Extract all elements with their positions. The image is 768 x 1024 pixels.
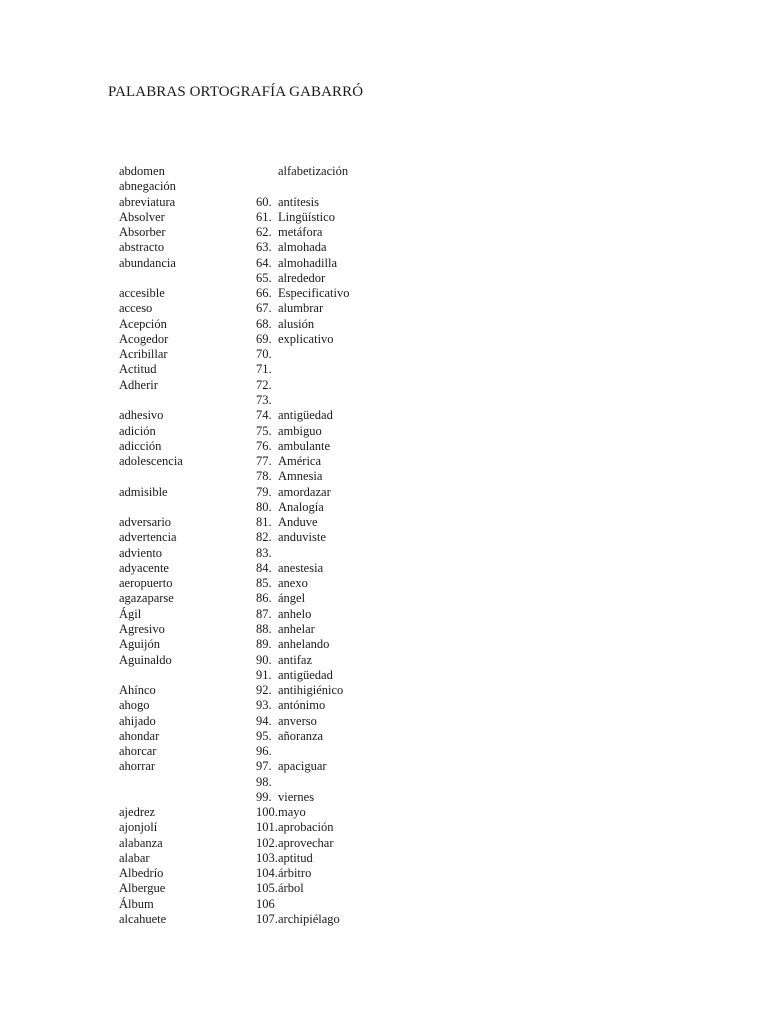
- list-row: [0, 515, 768, 530]
- page-title: PALABRAS ORTOGRAFÍA GABARRÓ: [108, 84, 364, 100]
- right-word: mayo: [278, 805, 306, 820]
- item-number: 99.: [256, 789, 272, 804]
- item-number: 91.: [256, 667, 272, 682]
- item-number: 68.: [256, 316, 272, 331]
- item-number: 78.: [256, 469, 272, 484]
- list-row: [0, 622, 768, 637]
- left-word: Aguinaldo: [119, 652, 172, 667]
- right-word: explicativo: [278, 331, 334, 346]
- right-word: almohadilla: [278, 255, 338, 270]
- left-word: adicción: [119, 438, 162, 453]
- left-word: abstracto: [119, 240, 165, 255]
- item-number: 74.: [256, 408, 272, 423]
- left-word: abnegación: [119, 179, 176, 194]
- left-word: Ahínco: [119, 683, 156, 698]
- list-row: [0, 714, 768, 729]
- item-number: 81.: [256, 515, 272, 530]
- right-word: Especificativo: [278, 286, 350, 301]
- item-number: 98.: [256, 774, 272, 789]
- left-word: agazaparse: [119, 591, 174, 606]
- item-number: 95.: [256, 728, 272, 743]
- item-number: 70.: [256, 347, 272, 362]
- right-word: antigüedad: [278, 408, 333, 423]
- item-number: 82.: [256, 530, 272, 545]
- left-word: ahondar: [119, 728, 160, 743]
- list-row: [0, 744, 768, 759]
- list-row: [0, 790, 768, 805]
- list-row: [0, 195, 768, 210]
- left-word: Albergue: [119, 881, 166, 896]
- item-number: 79.: [256, 484, 272, 499]
- item-number: 66.: [256, 286, 272, 301]
- item-number: 64.: [256, 255, 272, 270]
- list-row: [0, 454, 768, 469]
- right-word: árbol: [278, 881, 304, 896]
- list-row: [0, 561, 768, 576]
- right-word: ambiguo: [278, 423, 322, 438]
- list-row: [0, 347, 768, 362]
- list-row: [0, 881, 768, 896]
- right-word: alusión: [278, 316, 315, 331]
- item-number: 102.: [256, 835, 278, 850]
- list-row: [0, 530, 768, 545]
- list-row: [0, 179, 768, 194]
- left-word: adviento: [119, 545, 163, 560]
- list-row: [0, 210, 768, 225]
- word-list: [0, 164, 768, 927]
- list-row: [0, 866, 768, 881]
- item-number: 96.: [256, 744, 272, 759]
- left-word: advertencia: [119, 530, 177, 545]
- right-word: antónimo: [278, 698, 326, 713]
- list-row: [0, 424, 768, 439]
- right-word: anexo: [278, 576, 308, 591]
- right-word: archipiélago: [278, 912, 340, 927]
- left-word: Aguijón: [119, 637, 160, 652]
- left-word: adversario: [119, 515, 172, 530]
- item-number: 87.: [256, 606, 272, 621]
- left-word: adyacente: [119, 560, 169, 575]
- list-row: [0, 393, 768, 408]
- right-word: anverso: [278, 713, 317, 728]
- list-row: [0, 286, 768, 301]
- item-number: 104.: [256, 866, 278, 881]
- list-row: [0, 775, 768, 790]
- right-word: apaciguar: [278, 759, 327, 774]
- list-row: [0, 851, 768, 866]
- left-word: ajonjolí: [119, 820, 158, 835]
- right-word: árbitro: [278, 866, 312, 881]
- item-number: 71.: [256, 362, 272, 377]
- list-row: [0, 683, 768, 698]
- item-number: 106: [256, 896, 275, 911]
- item-number: 76.: [256, 438, 272, 453]
- item-number: 97.: [256, 759, 272, 774]
- list-row: [0, 637, 768, 652]
- right-word: aprovechar: [278, 835, 334, 850]
- item-number: 101.: [256, 820, 278, 835]
- right-word: alumbrar: [278, 301, 324, 316]
- left-word: Ágil: [119, 606, 142, 621]
- left-word: alcahuete: [119, 912, 167, 927]
- left-word: Adherir: [119, 377, 158, 392]
- left-word: Actitud: [119, 362, 157, 377]
- right-word: anhelar: [278, 621, 315, 636]
- item-number: 77.: [256, 454, 272, 469]
- item-number: 72.: [256, 377, 272, 392]
- right-word: alfabetización: [278, 164, 349, 178]
- item-number: 61.: [256, 209, 272, 224]
- left-word: Albedrío: [119, 866, 164, 881]
- item-number: 60.: [256, 194, 272, 209]
- right-word: Amnesia: [278, 469, 323, 484]
- left-word: alabar: [119, 850, 150, 865]
- left-word: ahogo: [119, 698, 150, 713]
- item-number: 93.: [256, 698, 272, 713]
- left-word: Absolver: [119, 209, 165, 224]
- list-row: [0, 408, 768, 423]
- left-word: adolescencia: [119, 454, 183, 469]
- right-word: antihigiénico: [278, 683, 344, 698]
- item-number: 86.: [256, 591, 272, 606]
- item-number: 88.: [256, 621, 272, 636]
- list-row: [0, 912, 768, 927]
- list-row: [0, 485, 768, 500]
- right-word: América: [278, 454, 322, 469]
- item-number: 85.: [256, 576, 272, 591]
- list-row: [0, 820, 768, 835]
- item-number: 105.: [256, 881, 278, 896]
- left-word: adición: [119, 423, 156, 438]
- left-word: ahorrar: [119, 759, 156, 774]
- list-row: [0, 576, 768, 591]
- right-word: antifaz: [278, 652, 313, 667]
- item-number: 73.: [256, 392, 272, 407]
- item-number: 84.: [256, 560, 272, 575]
- list-row: [0, 607, 768, 622]
- item-number: 62.: [256, 225, 272, 240]
- left-word: ahijado: [119, 713, 156, 728]
- list-row: [0, 469, 768, 484]
- list-row: [0, 256, 768, 271]
- list-row: [0, 668, 768, 683]
- right-word: antigüedad: [278, 667, 333, 682]
- list-row: [0, 301, 768, 316]
- left-word: abundancia: [119, 255, 176, 270]
- list-row: [0, 759, 768, 774]
- left-word: ajedrez: [119, 805, 156, 820]
- right-word: anduviste: [278, 530, 326, 545]
- list-row: [0, 836, 768, 851]
- list-row: [0, 240, 768, 255]
- item-number: 65.: [256, 270, 272, 285]
- left-word: Agresivo: [119, 621, 165, 636]
- item-number: 67.: [256, 301, 272, 316]
- right-word: Analogía: [278, 499, 324, 514]
- right-word: almohada: [278, 240, 327, 255]
- right-word: metáfora: [278, 225, 323, 240]
- right-word: ambulante: [278, 438, 331, 453]
- item-number: 103.: [256, 850, 278, 865]
- right-word: antítesis: [278, 194, 319, 209]
- left-word: Álbum: [119, 896, 154, 911]
- right-word: viernes: [278, 789, 315, 804]
- list-row: [0, 729, 768, 744]
- item-number: 83.: [256, 545, 272, 560]
- left-word: abreviatura: [119, 194, 176, 209]
- right-word: Lingüístico: [278, 209, 335, 224]
- left-word: acceso: [119, 301, 153, 316]
- left-word: Acogedor: [119, 331, 169, 346]
- left-word: alabanza: [119, 835, 163, 850]
- item-number: 92.: [256, 683, 272, 698]
- item-number: 94.: [256, 713, 272, 728]
- item-number: 63.: [256, 240, 272, 255]
- list-row: [0, 362, 768, 377]
- left-word: accesible: [119, 286, 165, 301]
- right-word: ángel: [278, 591, 306, 606]
- left-word: aeropuerto: [119, 576, 173, 591]
- right-word: aptitud: [278, 850, 313, 865]
- list-row: [0, 805, 768, 820]
- item-number: 100.: [256, 805, 278, 820]
- right-word: anhelo: [278, 606, 312, 621]
- item-number: 107.: [256, 912, 278, 927]
- item-number: 90.: [256, 652, 272, 667]
- list-row: [0, 271, 768, 286]
- list-row: [0, 897, 768, 912]
- left-word: adhesivo: [119, 408, 164, 423]
- left-word: Absorber: [119, 225, 166, 240]
- right-word: alrededor: [278, 270, 326, 285]
- list-row: [0, 698, 768, 713]
- list-row: [0, 378, 768, 393]
- item-number: 80.: [256, 499, 272, 514]
- list-row: [0, 332, 768, 347]
- right-word: Anduve: [278, 515, 318, 530]
- list-row: [0, 439, 768, 454]
- right-word: anestesia: [278, 560, 324, 575]
- list-row: [0, 653, 768, 668]
- left-word: Acribillar: [119, 347, 168, 362]
- item-number: 75.: [256, 423, 272, 438]
- list-row: [0, 317, 768, 332]
- left-word: abdomen: [119, 164, 165, 178]
- right-word: añoranza: [278, 728, 324, 743]
- right-word: anhelando: [278, 637, 330, 652]
- item-number: 69.: [256, 331, 272, 346]
- list-row: [0, 225, 768, 240]
- item-number: 89.: [256, 637, 272, 652]
- left-word: ahorcar: [119, 744, 157, 759]
- left-word: admisible: [119, 484, 168, 499]
- left-word: Acepción: [119, 316, 167, 331]
- right-word: amordazar: [278, 484, 331, 499]
- right-word: aprobación: [278, 820, 334, 835]
- list-row: [0, 591, 768, 606]
- list-row: [0, 546, 768, 561]
- list-row: [0, 500, 768, 515]
- list-row: [0, 164, 768, 179]
